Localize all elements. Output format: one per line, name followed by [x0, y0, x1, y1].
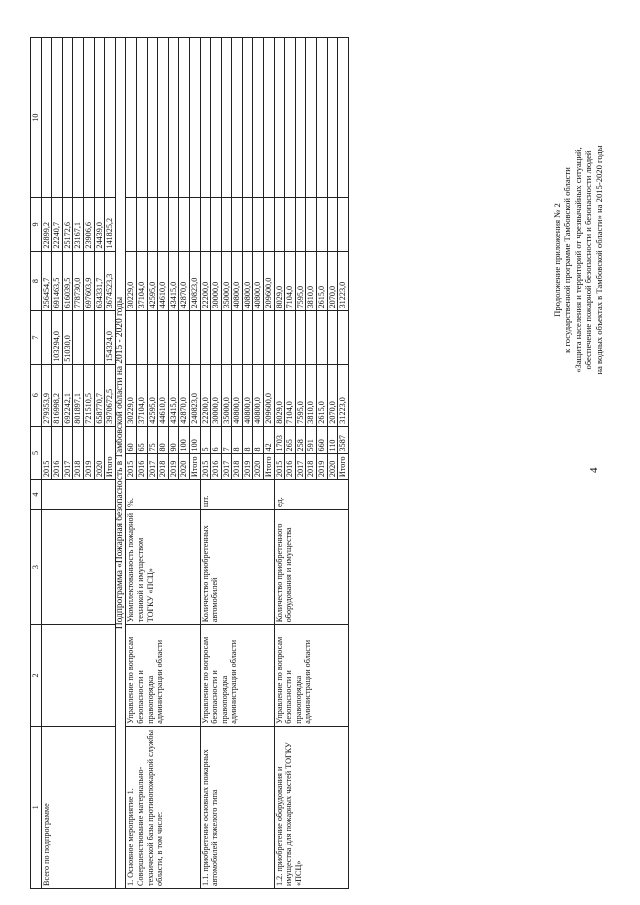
value-cell-10	[274, 38, 285, 198]
header-line: Продолжение приложения № 2	[552, 203, 562, 317]
value-cell-8: 30000,0	[211, 251, 222, 311]
value-cell-6: 816998,2	[52, 364, 63, 426]
value-cell-8: 256454,7	[41, 251, 52, 311]
activity-indicator: Количество приобретенного оборудования и имущества	[274, 509, 348, 624]
value-cell-10	[221, 38, 232, 198]
page-number: 4	[588, 467, 600, 473]
value-cell-7	[136, 311, 147, 364]
value-cell-8: 42870,0	[179, 251, 190, 311]
value-cell-8: 691463,5	[52, 251, 63, 311]
value-cell-6: 30229,0	[126, 364, 137, 426]
value-cell-9	[295, 198, 306, 251]
value-cell-8: 209600,0	[264, 251, 275, 311]
value-cell-9	[168, 198, 179, 251]
indicator-value: 7	[221, 426, 232, 454]
year-cell: 2019	[242, 454, 253, 480]
activity-row	[274, 38, 285, 889]
activity-row	[126, 38, 137, 889]
value-cell-6: 801897,1	[73, 364, 84, 426]
indicator-value: 5	[200, 426, 211, 454]
value-cell-10	[62, 38, 73, 198]
value-cell-10	[211, 38, 222, 198]
value-cell-9	[147, 198, 158, 251]
value-cell-10	[242, 38, 253, 198]
value-cell-10	[41, 38, 52, 198]
year-cell: 2019	[83, 426, 94, 479]
value-cell-10	[327, 38, 338, 198]
value-cell-10	[232, 38, 243, 198]
column-number: 8	[31, 251, 42, 311]
value-cell-9: 22240,7	[52, 198, 63, 251]
value-cell-9	[158, 198, 169, 251]
value-cell-6: 7104,0	[285, 364, 296, 426]
activity-name: 1. Основное мероприятие 1. Совершенствование материально-технической базы противопожарной службы области, в том числе:	[126, 726, 200, 888]
value-cell-9	[285, 198, 296, 251]
value-cell-9	[253, 198, 264, 251]
value-cell-6: 8029,0	[274, 364, 285, 426]
value-cell-10	[189, 38, 200, 198]
rotated-content	[0, 35, 615, 895]
activity-unit: шт.	[200, 480, 274, 510]
indicator-value: 3587	[338, 426, 349, 454]
column-number: 7	[31, 311, 42, 364]
value-cell-9	[211, 198, 222, 251]
value-cell-10	[136, 38, 147, 198]
year-cell: 2020	[253, 454, 264, 480]
value-cell-10	[285, 38, 296, 198]
value-cell-7	[73, 311, 84, 364]
column-number: 4	[31, 480, 42, 510]
header-line: обеспечение пожарной безопасности и безопасности людей	[583, 150, 594, 370]
value-cell-7: 51030,0	[62, 311, 73, 364]
value-cell-8: 8029,0	[274, 251, 285, 311]
header-line: к государственной программе Тамбовской области	[562, 167, 573, 353]
indicator-value: 258	[295, 426, 306, 454]
indicator-cell	[41, 509, 115, 624]
value-cell-7	[306, 311, 317, 364]
value-cell-8: 778730,0	[73, 251, 84, 311]
value-cell-10	[306, 38, 317, 198]
indicator-value: 1703	[274, 426, 285, 454]
activity-name: 1.2. приобретение оборудования и имущества для пожарных частей ТОГКУ «ПСЦ»	[274, 726, 348, 888]
value-cell-7	[168, 311, 179, 364]
value-cell-9	[264, 198, 275, 251]
year-cell: 2020	[327, 454, 338, 480]
value-cell-9: 22899,2	[41, 198, 52, 251]
value-cell-8: 2615,0	[317, 251, 328, 311]
value-cell-9	[317, 198, 328, 251]
value-cell-8: 7104,0	[285, 251, 296, 311]
value-cell-8: 7595,0	[295, 251, 306, 311]
activity-executor: Управление по вопросам безопасности и правопорядка администрации области	[126, 625, 200, 726]
value-cell-7	[242, 311, 253, 364]
indicator-value: 60	[126, 426, 137, 454]
value-cell-8: 616039,5	[62, 251, 73, 311]
indicator-value: 6	[211, 426, 222, 454]
value-cell-6: 2070,0	[327, 364, 338, 426]
activity-executor: Управление по вопросам безопасности и правопорядка администрации области	[274, 625, 348, 726]
year-cell: 2015	[274, 454, 285, 480]
year-cell: 2016	[52, 426, 63, 479]
value-cell-7	[274, 311, 285, 364]
value-cell-8: 37104,0	[136, 251, 147, 311]
value-cell-9	[136, 198, 147, 251]
indicator-value: 90	[168, 426, 179, 454]
value-cell-9	[306, 198, 317, 251]
value-cell-10	[105, 38, 116, 198]
value-cell-7	[317, 311, 328, 364]
year-cell: Итого	[189, 454, 200, 480]
value-cell-6: 3970672,5	[105, 364, 116, 426]
value-cell-6: 40800,0	[242, 364, 253, 426]
value-cell-10	[52, 38, 63, 198]
year-cell: 2015	[200, 454, 211, 480]
indicator-value: 100	[179, 426, 190, 454]
value-cell-6: 658770,7	[94, 364, 105, 426]
value-cell-9	[200, 198, 211, 251]
column-number: 2	[31, 625, 42, 726]
subprogram-row	[115, 38, 126, 889]
value-cell-9: 23167,1	[73, 198, 84, 251]
value-cell-7	[147, 311, 158, 364]
value-cell-8: 240823,0	[189, 251, 200, 311]
indicator-value: 660	[317, 426, 328, 454]
value-cell-6: 35000,0	[221, 364, 232, 426]
year-cell: 2019	[168, 454, 179, 480]
value-cell-8: 43415,0	[168, 251, 179, 311]
value-cell-9	[242, 198, 253, 251]
value-cell-10	[126, 38, 137, 198]
year-cell: 2020	[94, 426, 105, 479]
value-cell-9: 141825,2	[105, 198, 116, 251]
year-cell: 2017	[295, 454, 306, 480]
value-cell-8: 31223,0	[338, 251, 349, 311]
year-cell: 2018	[306, 454, 317, 480]
value-cell-10	[338, 38, 349, 198]
value-cell-6: 692242,1	[62, 364, 73, 426]
value-cell-7	[295, 311, 306, 364]
value-cell-6: 42595,0	[147, 364, 158, 426]
indicator-value: 42	[264, 426, 275, 454]
value-cell-10	[295, 38, 306, 198]
value-cell-9: 23906,6	[83, 198, 94, 251]
value-cell-7	[253, 311, 264, 364]
year-cell: 2018	[73, 426, 84, 479]
value-cell-7: 103294,0	[52, 311, 63, 364]
activity-row	[200, 38, 211, 889]
value-cell-7	[221, 311, 232, 364]
value-cell-7	[285, 311, 296, 364]
subprogram-title: Подпрограмма «Пожарная безопасность в Тамбовской области на 2015 - 2020 годы	[115, 38, 126, 889]
value-cell-8: 40800,0	[232, 251, 243, 311]
value-cell-7	[189, 311, 200, 364]
value-cell-7	[327, 311, 338, 364]
year-cell: 2016	[136, 454, 147, 480]
indicator-value: 80	[158, 426, 169, 454]
value-cell-8: 44610,0	[158, 251, 169, 311]
value-cell-7	[264, 311, 275, 364]
indicator-value: 110	[327, 426, 338, 454]
value-cell-10	[147, 38, 158, 198]
value-cell-7	[211, 311, 222, 364]
value-cell-9	[232, 198, 243, 251]
value-cell-9: 24439,0	[94, 198, 105, 251]
year-cell: 2015	[41, 426, 52, 479]
indicator-value: 8	[242, 426, 253, 454]
value-cell-9	[274, 198, 285, 251]
column-number: 10	[31, 38, 42, 198]
value-cell-7	[232, 311, 243, 364]
value-cell-7	[94, 311, 105, 364]
value-cell-6: 44610,0	[158, 364, 169, 426]
year-cell: Итого	[105, 426, 116, 479]
value-cell-6: 30000,0	[211, 364, 222, 426]
value-cell-6: 279353,9	[41, 364, 52, 426]
value-cell-10	[94, 38, 105, 198]
value-cell-6: 2615,0	[317, 364, 328, 426]
indicator-value: 65	[136, 426, 147, 454]
value-cell-7	[158, 311, 169, 364]
column-number: 9	[31, 198, 42, 251]
value-cell-10	[317, 38, 328, 198]
value-cell-6: 31223,0	[338, 364, 349, 426]
year-cell: 2017	[221, 454, 232, 480]
value-cell-9	[221, 198, 232, 251]
indicator-value: 100	[189, 426, 200, 454]
column-number: 5	[31, 426, 42, 479]
value-cell-7	[338, 311, 349, 364]
value-cell-10	[253, 38, 264, 198]
value-cell-8: 30229,0	[126, 251, 137, 311]
total-row	[41, 38, 52, 889]
value-cell-8: 40800,0	[253, 251, 264, 311]
indicator-value: 265	[285, 426, 296, 454]
value-cell-10	[73, 38, 84, 198]
year-cell: Итого	[264, 454, 275, 480]
value-cell-6: 22200,0	[200, 364, 211, 426]
value-cell-8: 35000,0	[221, 251, 232, 311]
value-cell-10	[83, 38, 94, 198]
unit-cell	[41, 480, 115, 510]
value-cell-9	[189, 198, 200, 251]
year-cell: 2018	[232, 454, 243, 480]
year-cell: 2016	[285, 454, 296, 480]
year-cell: 2016	[211, 454, 222, 480]
value-cell-6: 7595,0	[295, 364, 306, 426]
value-cell-6: 37104,0	[136, 364, 147, 426]
value-cell-7	[126, 311, 137, 364]
column-number-row	[31, 38, 42, 889]
value-cell-6: 721510,5	[83, 364, 94, 426]
header-line: «Защита населения и территорий от чрезвычайных ситуаций,	[572, 147, 583, 373]
indicator-value: 8	[253, 426, 264, 454]
value-cell-10	[264, 38, 275, 198]
activity-unit: %.	[126, 480, 200, 510]
value-cell-6: 209600,0	[264, 364, 275, 426]
value-cell-6: 3810,0	[306, 364, 317, 426]
activity-indicator: Количество приобретенных автомобилей	[200, 509, 274, 624]
value-cell-8: 697603,9	[83, 251, 94, 311]
indicator-value: 8	[232, 426, 243, 454]
year-cell: 2017	[62, 426, 73, 479]
total-label: Всего по подпрограмме	[41, 726, 115, 888]
year-cell: 2017	[147, 454, 158, 480]
program-table	[30, 37, 349, 889]
value-cell-9	[179, 198, 190, 251]
value-cell-8: 3810,0	[306, 251, 317, 311]
value-cell-7	[41, 311, 52, 364]
value-cell-10	[179, 38, 190, 198]
value-cell-10	[158, 38, 169, 198]
year-cell: 2020	[179, 454, 190, 480]
value-cell-7	[179, 311, 190, 364]
column-number: 1	[31, 726, 42, 888]
year-cell: 2019	[317, 454, 328, 480]
value-cell-8: 22200,0	[200, 251, 211, 311]
value-cell-8: 3674523,3	[105, 251, 116, 311]
column-number: 3	[31, 509, 42, 624]
value-cell-10	[200, 38, 211, 198]
value-cell-8: 2070,0	[327, 251, 338, 311]
year-cell: Итого	[338, 454, 349, 480]
value-cell-6: 240823,0	[189, 364, 200, 426]
value-cell-8: 634331,7	[94, 251, 105, 311]
appendix-header	[552, 80, 604, 440]
year-cell: 2018	[158, 454, 169, 480]
value-cell-7	[200, 311, 211, 364]
value-cell-6: 43415,0	[168, 364, 179, 426]
value-cell-9	[338, 198, 349, 251]
year-cell: 2015	[126, 454, 137, 480]
activity-name: 1.1. приобретение основных пожарных автомобилей тяжелого типа	[200, 726, 274, 888]
column-number: 6	[31, 364, 42, 426]
value-cell-10	[168, 38, 179, 198]
value-cell-6: 40800,0	[232, 364, 243, 426]
value-cell-8: 42595,0	[147, 251, 158, 311]
value-cell-6: 42870,0	[179, 364, 190, 426]
indicator-value: 591	[306, 426, 317, 454]
activity-indicator: Укомплектованность пожарной техникой и имуществом ТОГКУ «ПСЦ»	[126, 509, 200, 624]
executor-cell	[41, 625, 115, 726]
value-cell-6: 40800,0	[253, 364, 264, 426]
activity-unit: ед.	[274, 480, 348, 510]
value-cell-8: 40800,0	[242, 251, 253, 311]
header-line: на водных объектах в Тамбовской области» на 2015-2020 годы	[593, 145, 604, 375]
value-cell-9	[126, 198, 137, 251]
activity-executor: Управление по вопросам безопасности и правопорядка администрации области	[200, 625, 274, 726]
value-cell-9	[327, 198, 338, 251]
value-cell-7	[83, 311, 94, 364]
value-cell-9: 25172,6	[62, 198, 73, 251]
indicator-value: 75	[147, 426, 158, 454]
value-cell-7: 154324,0	[105, 311, 116, 364]
